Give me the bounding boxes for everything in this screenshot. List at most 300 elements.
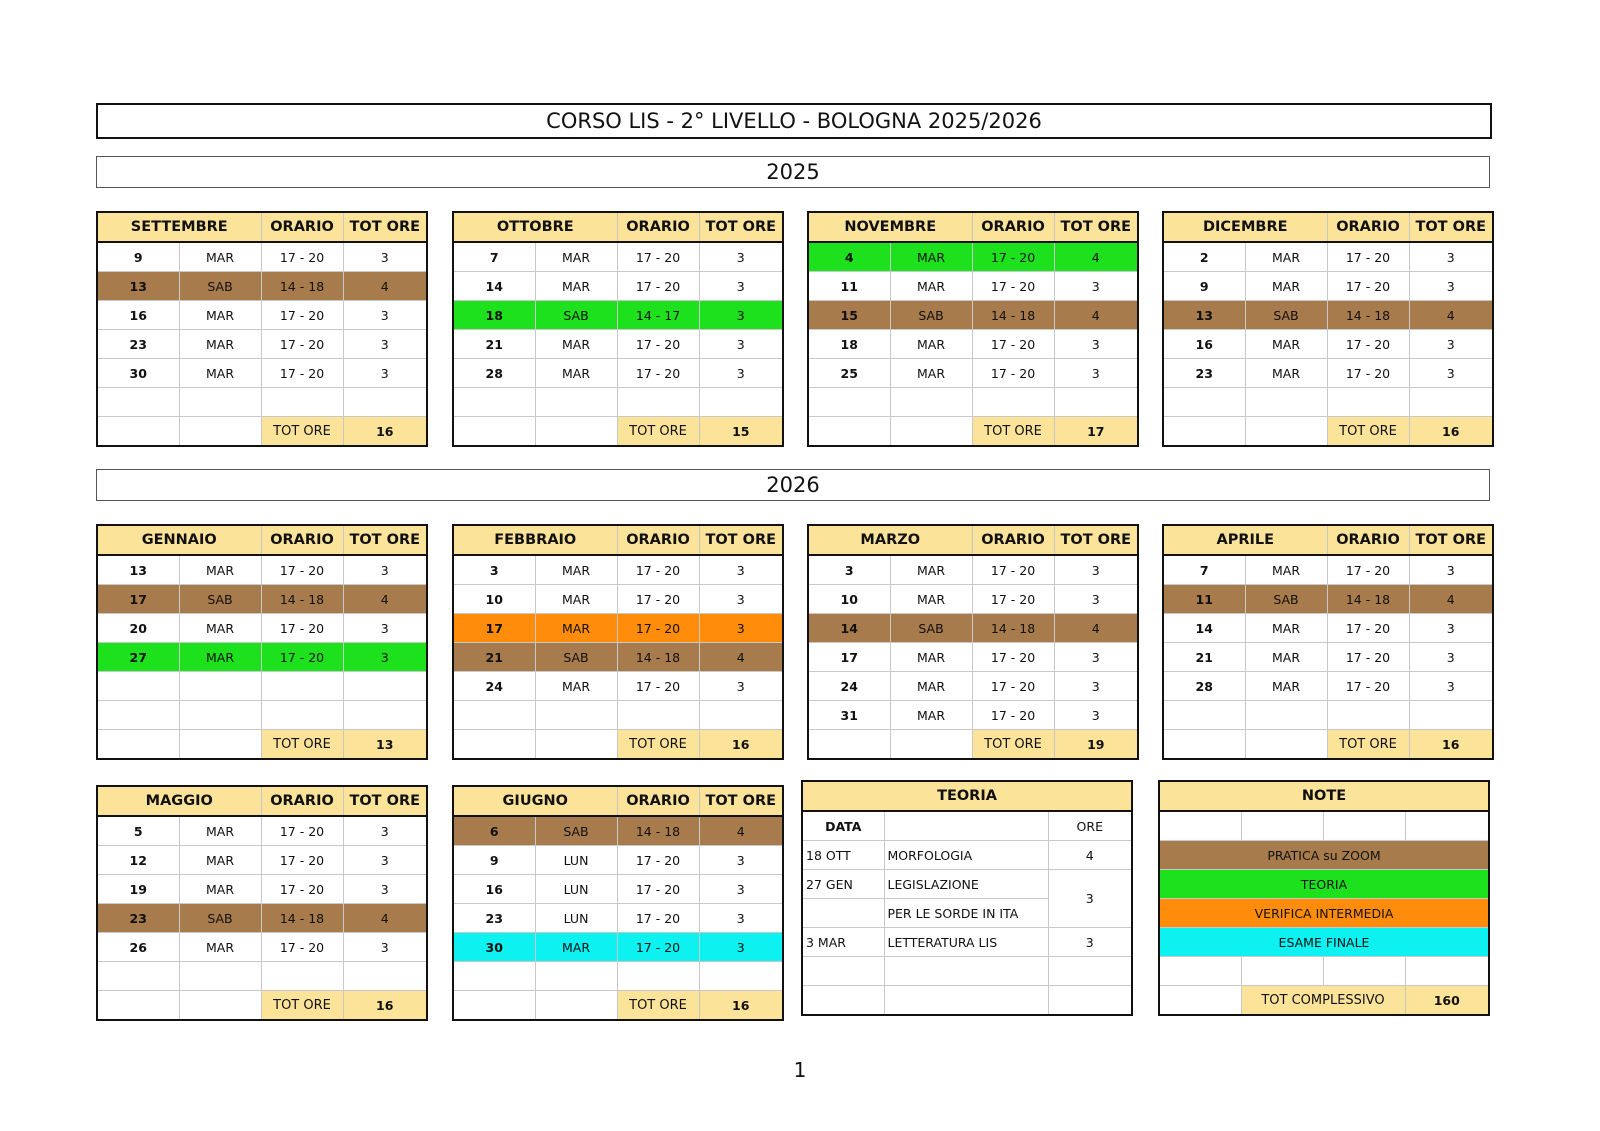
- teoria-hours: 3: [1048, 928, 1132, 957]
- lesson-time: [972, 388, 1054, 417]
- lesson-time: 14 - 17: [617, 301, 699, 330]
- month-name: FEBBRAIO: [453, 525, 617, 555]
- lesson-row: [97, 359, 427, 388]
- lesson-weekday: SAB: [1245, 301, 1327, 330]
- lesson-hours: 4: [343, 904, 427, 933]
- month-table-dicembre: [1162, 211, 1494, 447]
- month-table-maggio: [96, 785, 428, 1021]
- lesson-day: 10: [808, 585, 890, 614]
- lesson-time: 17 - 20: [261, 330, 343, 359]
- empty-cell: [1245, 417, 1327, 447]
- month-name: OTTOBRE: [453, 212, 617, 242]
- lesson-day: 30: [453, 933, 535, 962]
- lesson-weekday: MAR: [890, 701, 972, 730]
- lesson-time: 17 - 20: [261, 555, 343, 585]
- lesson-day: 28: [1163, 672, 1245, 701]
- empty-cell: [884, 986, 1048, 1016]
- lesson-time: 17 - 20: [972, 643, 1054, 672]
- lesson-row: [97, 846, 427, 875]
- lesson-day: 14: [1163, 614, 1245, 643]
- lesson-hours: 3: [699, 614, 783, 643]
- lesson-row: [453, 301, 783, 330]
- lesson-weekday: MAR: [1245, 359, 1327, 388]
- lesson-day: 30: [97, 359, 179, 388]
- lesson-row: [808, 614, 1138, 643]
- empty-cell: [890, 417, 972, 447]
- lesson-day: 17: [97, 585, 179, 614]
- month-total-value: 17: [1054, 417, 1138, 447]
- empty-cell: [179, 991, 261, 1021]
- lesson-row: [97, 904, 427, 933]
- lesson-weekday: MAR: [1245, 555, 1327, 585]
- month-name: MAGGIO: [97, 786, 261, 816]
- empty-cell: [1163, 730, 1245, 760]
- lesson-time: 17 - 20: [617, 875, 699, 904]
- lesson-day: 9: [97, 242, 179, 272]
- teoria-topic: LEGISLAZIONE: [884, 870, 1048, 899]
- lesson-row: [453, 816, 783, 846]
- teoria-date: [802, 899, 884, 928]
- lesson-time: 17 - 20: [972, 555, 1054, 585]
- lesson-hours: [699, 962, 783, 991]
- lesson-row: [808, 672, 1138, 701]
- lesson-row: [1163, 585, 1493, 614]
- lesson-day: 11: [808, 272, 890, 301]
- lesson-weekday: LUN: [535, 875, 617, 904]
- lesson-weekday: MAR: [890, 242, 972, 272]
- empty-cell: [1159, 811, 1241, 841]
- lesson-hours: [343, 701, 427, 730]
- month-name: MARZO: [808, 525, 972, 555]
- lesson-day: 16: [1163, 330, 1245, 359]
- lesson-row: [808, 585, 1138, 614]
- lesson-time: 17 - 20: [1327, 242, 1409, 272]
- month-total-value: 16: [1409, 417, 1493, 447]
- lesson-time: [261, 701, 343, 730]
- month-total-value: 16: [699, 730, 783, 760]
- lesson-weekday: MAR: [179, 933, 261, 962]
- lesson-row: [453, 614, 783, 643]
- lesson-weekday: MAR: [1245, 672, 1327, 701]
- empty-cell: [808, 730, 890, 760]
- lesson-row: [1163, 388, 1493, 417]
- lesson-weekday: MAR: [179, 242, 261, 272]
- empty-cell: [1405, 957, 1489, 986]
- month-total-label: TOT ORE: [1327, 730, 1409, 760]
- lesson-row: [453, 359, 783, 388]
- empty-cell: [535, 730, 617, 760]
- lesson-hours: 3: [1054, 330, 1138, 359]
- col-tot-ore-header: TOT ORE: [343, 786, 427, 816]
- lesson-row: [808, 643, 1138, 672]
- legend-verifica-intermedia: VERIFICA INTERMEDIA: [1159, 899, 1489, 928]
- lesson-time: 17 - 20: [617, 585, 699, 614]
- col-tot-ore-header: TOT ORE: [1054, 525, 1138, 555]
- lesson-row: [1163, 330, 1493, 359]
- lesson-hours: 3: [343, 816, 427, 846]
- lesson-hours: 4: [1409, 301, 1493, 330]
- month-total-value: 19: [1054, 730, 1138, 760]
- month-table-settembre: [96, 211, 428, 447]
- lesson-hours: [343, 672, 427, 701]
- col-orario-header: ORARIO: [617, 525, 699, 555]
- lesson-hours: 3: [699, 585, 783, 614]
- lesson-hours: 3: [699, 904, 783, 933]
- month-name: SETTEMBRE: [97, 212, 261, 242]
- month-table-gennaio: [96, 524, 428, 760]
- lesson-time: 17 - 20: [261, 242, 343, 272]
- lesson-day: 7: [453, 242, 535, 272]
- teoria-col-ore: ORE: [1048, 811, 1132, 841]
- lesson-day: 5: [97, 816, 179, 846]
- lesson-hours: 4: [343, 585, 427, 614]
- lesson-row: [97, 962, 427, 991]
- empty-cell: [97, 730, 179, 760]
- col-orario-header: ORARIO: [617, 786, 699, 816]
- month-name: GENNAIO: [97, 525, 261, 555]
- lesson-weekday: MAR: [890, 330, 972, 359]
- month-total-label: TOT ORE: [261, 417, 343, 447]
- col-tot-ore-header: TOT ORE: [699, 786, 783, 816]
- lesson-weekday: [179, 962, 261, 991]
- lesson-weekday: [535, 962, 617, 991]
- empty-cell: [535, 991, 617, 1021]
- lesson-row: [97, 643, 427, 672]
- lesson-day: 25: [808, 359, 890, 388]
- month-name: NOVEMBRE: [808, 212, 972, 242]
- lesson-time: 17 - 20: [617, 672, 699, 701]
- lesson-row: [1163, 672, 1493, 701]
- lesson-row: [453, 643, 783, 672]
- lesson-time: 17 - 20: [261, 875, 343, 904]
- lesson-day: 18: [453, 301, 535, 330]
- month-table-giugno: [452, 785, 784, 1021]
- lesson-day: 28: [453, 359, 535, 388]
- lesson-time: 17 - 20: [972, 272, 1054, 301]
- lesson-weekday: MAR: [1245, 242, 1327, 272]
- lesson-day: 16: [97, 301, 179, 330]
- lesson-day: 6: [453, 816, 535, 846]
- month-total-value: 13: [343, 730, 427, 760]
- lesson-weekday: LUN: [535, 904, 617, 933]
- lesson-time: 17 - 20: [617, 359, 699, 388]
- lesson-time: 17 - 20: [617, 272, 699, 301]
- lesson-row: [453, 875, 783, 904]
- col-orario-header: ORARIO: [617, 212, 699, 242]
- lesson-row: [453, 701, 783, 730]
- lesson-time: [261, 672, 343, 701]
- legend-teoria: TEORIA: [1159, 870, 1489, 899]
- lesson-hours: 3: [343, 875, 427, 904]
- lesson-weekday: MAR: [890, 672, 972, 701]
- lesson-hours: 3: [699, 875, 783, 904]
- lesson-day: 4: [808, 242, 890, 272]
- lesson-day: [453, 962, 535, 991]
- empty-cell: [1163, 417, 1245, 447]
- lesson-hours: 3: [1054, 672, 1138, 701]
- lesson-weekday: MAR: [535, 359, 617, 388]
- lesson-day: 17: [453, 614, 535, 643]
- month-table-aprile: [1162, 524, 1494, 760]
- lesson-time: 17 - 20: [617, 330, 699, 359]
- lesson-weekday: MAR: [535, 933, 617, 962]
- lesson-weekday: MAR: [179, 643, 261, 672]
- lesson-day: 13: [1163, 301, 1245, 330]
- lesson-hours: [699, 388, 783, 417]
- empty-cell: [453, 991, 535, 1021]
- lesson-time: 17 - 20: [261, 359, 343, 388]
- lesson-day: [97, 672, 179, 701]
- lesson-weekday: MAR: [179, 301, 261, 330]
- lesson-time: [1327, 701, 1409, 730]
- lesson-row: [97, 875, 427, 904]
- lesson-day: [97, 388, 179, 417]
- lesson-row: [97, 816, 427, 846]
- month-total-value: 16: [343, 417, 427, 447]
- lesson-row: [1163, 359, 1493, 388]
- teoria-row: [802, 870, 1132, 899]
- lesson-hours: 3: [1054, 555, 1138, 585]
- lesson-hours: 4: [699, 816, 783, 846]
- lesson-hours: 3: [699, 555, 783, 585]
- lesson-time: 17 - 20: [972, 242, 1054, 272]
- lesson-row: [1163, 242, 1493, 272]
- lesson-hours: 3: [343, 933, 427, 962]
- lesson-weekday: SAB: [890, 301, 972, 330]
- lesson-day: 20: [97, 614, 179, 643]
- lesson-hours: 3: [699, 330, 783, 359]
- lesson-row: [808, 555, 1138, 585]
- lesson-row: [97, 585, 427, 614]
- lesson-weekday: SAB: [179, 904, 261, 933]
- lesson-hours: 4: [1054, 242, 1138, 272]
- lesson-row: [97, 614, 427, 643]
- note-title: NOTE: [1159, 781, 1489, 811]
- lesson-day: 21: [1163, 643, 1245, 672]
- lesson-day: 23: [97, 330, 179, 359]
- col-orario-header: ORARIO: [261, 786, 343, 816]
- lesson-day: 16: [453, 875, 535, 904]
- lesson-row: [453, 272, 783, 301]
- lesson-hours: 3: [343, 301, 427, 330]
- empty-cell: [453, 730, 535, 760]
- lesson-hours: [1409, 701, 1493, 730]
- lesson-day: 7: [1163, 555, 1245, 585]
- lesson-hours: 4: [1409, 585, 1493, 614]
- lesson-weekday: MAR: [535, 585, 617, 614]
- lesson-day: 31: [808, 701, 890, 730]
- lesson-day: [453, 701, 535, 730]
- teoria-topic: MORFOLOGIA: [884, 841, 1048, 870]
- lesson-time: [261, 962, 343, 991]
- lesson-hours: 3: [1409, 555, 1493, 585]
- lesson-time: 17 - 20: [261, 643, 343, 672]
- col-orario-header: ORARIO: [972, 525, 1054, 555]
- lesson-weekday: SAB: [535, 643, 617, 672]
- lesson-row: [453, 330, 783, 359]
- lesson-weekday: MAR: [890, 555, 972, 585]
- lesson-time: 17 - 20: [261, 933, 343, 962]
- lesson-hours: 3: [1409, 272, 1493, 301]
- empty-cell: [1241, 811, 1323, 841]
- empty-cell: [1048, 986, 1132, 1016]
- lesson-weekday: MAR: [179, 614, 261, 643]
- lesson-weekday: MAR: [179, 816, 261, 846]
- empty-cell: [1159, 957, 1241, 986]
- lesson-day: 21: [453, 330, 535, 359]
- lesson-weekday: [890, 388, 972, 417]
- lesson-hours: 3: [343, 242, 427, 272]
- lesson-weekday: MAR: [179, 875, 261, 904]
- lesson-day: [1163, 701, 1245, 730]
- month-total-label: TOT ORE: [972, 417, 1054, 447]
- col-orario-header: ORARIO: [972, 212, 1054, 242]
- empty-cell: [97, 417, 179, 447]
- lesson-weekday: MAR: [535, 672, 617, 701]
- lesson-time: 17 - 20: [1327, 614, 1409, 643]
- lesson-time: 17 - 20: [261, 846, 343, 875]
- lesson-time: 17 - 20: [1327, 330, 1409, 359]
- lesson-time: 17 - 20: [617, 242, 699, 272]
- lesson-day: 9: [1163, 272, 1245, 301]
- lesson-row: [1163, 555, 1493, 585]
- teoria-hours: 3: [1048, 870, 1132, 928]
- teoria-topic: PER LE SORDE IN ITA: [884, 899, 1048, 928]
- col-orario-header: ORARIO: [261, 525, 343, 555]
- col-orario-header: ORARIO: [1327, 212, 1409, 242]
- empty-cell: [1405, 811, 1489, 841]
- lesson-day: 10: [453, 585, 535, 614]
- lesson-time: 14 - 18: [1327, 301, 1409, 330]
- lesson-weekday: MAR: [890, 272, 972, 301]
- empty-cell: [890, 730, 972, 760]
- legend-pratica-zoom: PRATICA su ZOOM: [1159, 841, 1489, 870]
- lesson-row: [453, 388, 783, 417]
- lesson-weekday: SAB: [1245, 585, 1327, 614]
- month-name: APRILE: [1163, 525, 1327, 555]
- lesson-time: 17 - 20: [617, 904, 699, 933]
- lesson-time: [617, 388, 699, 417]
- lesson-hours: [1054, 388, 1138, 417]
- col-tot-ore-header: TOT ORE: [1054, 212, 1138, 242]
- lesson-time: 17 - 20: [972, 672, 1054, 701]
- lesson-hours: 3: [699, 359, 783, 388]
- lesson-hours: 3: [343, 359, 427, 388]
- empty-cell: [1048, 957, 1132, 986]
- lesson-day: 15: [808, 301, 890, 330]
- lesson-row: [97, 272, 427, 301]
- col-tot-ore-header: TOT ORE: [699, 212, 783, 242]
- lesson-weekday: SAB: [179, 272, 261, 301]
- empty-cell: [1241, 957, 1323, 986]
- col-orario-header: ORARIO: [261, 212, 343, 242]
- lesson-row: [97, 242, 427, 272]
- grand-total-value: 160: [1405, 986, 1489, 1016]
- lesson-day: [97, 701, 179, 730]
- lesson-time: [617, 962, 699, 991]
- lesson-time: 17 - 20: [261, 816, 343, 846]
- lesson-hours: 3: [1054, 643, 1138, 672]
- lesson-day: 18: [808, 330, 890, 359]
- lesson-row: [453, 585, 783, 614]
- lesson-day: 24: [808, 672, 890, 701]
- page-title: CORSO LIS - 2° LIVELLO - BOLOGNA 2025/2026: [96, 103, 1492, 139]
- lesson-weekday: SAB: [890, 614, 972, 643]
- lesson-hours: 3: [1409, 330, 1493, 359]
- lesson-row: [453, 846, 783, 875]
- month-total-value: 15: [699, 417, 783, 447]
- lesson-row: [97, 933, 427, 962]
- month-table-novembre: [807, 211, 1139, 447]
- lesson-hours: [343, 962, 427, 991]
- lesson-day: 11: [1163, 585, 1245, 614]
- empty-cell: [535, 417, 617, 447]
- lesson-time: 14 - 18: [261, 272, 343, 301]
- lesson-time: [617, 701, 699, 730]
- lesson-time: 17 - 20: [1327, 359, 1409, 388]
- lesson-hours: 3: [699, 672, 783, 701]
- lesson-hours: 3: [1409, 242, 1493, 272]
- lesson-hours: [699, 701, 783, 730]
- lesson-weekday: [179, 388, 261, 417]
- teoria-row: [802, 841, 1132, 870]
- lesson-day: 27: [97, 643, 179, 672]
- lesson-weekday: MAR: [890, 643, 972, 672]
- empty-cell: [1159, 986, 1241, 1016]
- lesson-time: 14 - 18: [617, 643, 699, 672]
- lesson-weekday: MAR: [179, 330, 261, 359]
- month-total-label: TOT ORE: [261, 730, 343, 760]
- lesson-day: 12: [97, 846, 179, 875]
- note-table: [1158, 780, 1490, 1016]
- lesson-day: 2: [1163, 242, 1245, 272]
- lesson-time: 17 - 20: [617, 614, 699, 643]
- empty-cell: [1245, 730, 1327, 760]
- lesson-weekday: MAR: [179, 555, 261, 585]
- lesson-hours: 4: [343, 272, 427, 301]
- lesson-weekday: MAR: [1245, 272, 1327, 301]
- lesson-weekday: MAR: [1245, 330, 1327, 359]
- month-total-label: TOT ORE: [617, 730, 699, 760]
- empty-cell: [179, 417, 261, 447]
- lesson-weekday: MAR: [890, 359, 972, 388]
- lesson-day: 17: [808, 643, 890, 672]
- lesson-weekday: MAR: [535, 614, 617, 643]
- lesson-day: [808, 388, 890, 417]
- lesson-row: [808, 701, 1138, 730]
- lesson-hours: 3: [1054, 272, 1138, 301]
- teoria-topic: LETTERATURA LIS: [884, 928, 1048, 957]
- lesson-day: 26: [97, 933, 179, 962]
- empty-cell: [802, 957, 884, 986]
- lesson-hours: 3: [343, 614, 427, 643]
- lesson-hours: 4: [1054, 301, 1138, 330]
- lesson-row: [97, 672, 427, 701]
- lesson-hours: 3: [1054, 701, 1138, 730]
- lesson-weekday: MAR: [535, 330, 617, 359]
- lesson-time: 17 - 20: [617, 933, 699, 962]
- month-total-value: 16: [343, 991, 427, 1021]
- lesson-row: [808, 272, 1138, 301]
- lesson-row: [97, 555, 427, 585]
- lesson-day: [1163, 388, 1245, 417]
- lesson-weekday: [179, 672, 261, 701]
- lesson-time: 17 - 20: [972, 585, 1054, 614]
- month-total-label: TOT ORE: [617, 417, 699, 447]
- lesson-row: [97, 701, 427, 730]
- lesson-hours: 3: [699, 242, 783, 272]
- lesson-row: [1163, 614, 1493, 643]
